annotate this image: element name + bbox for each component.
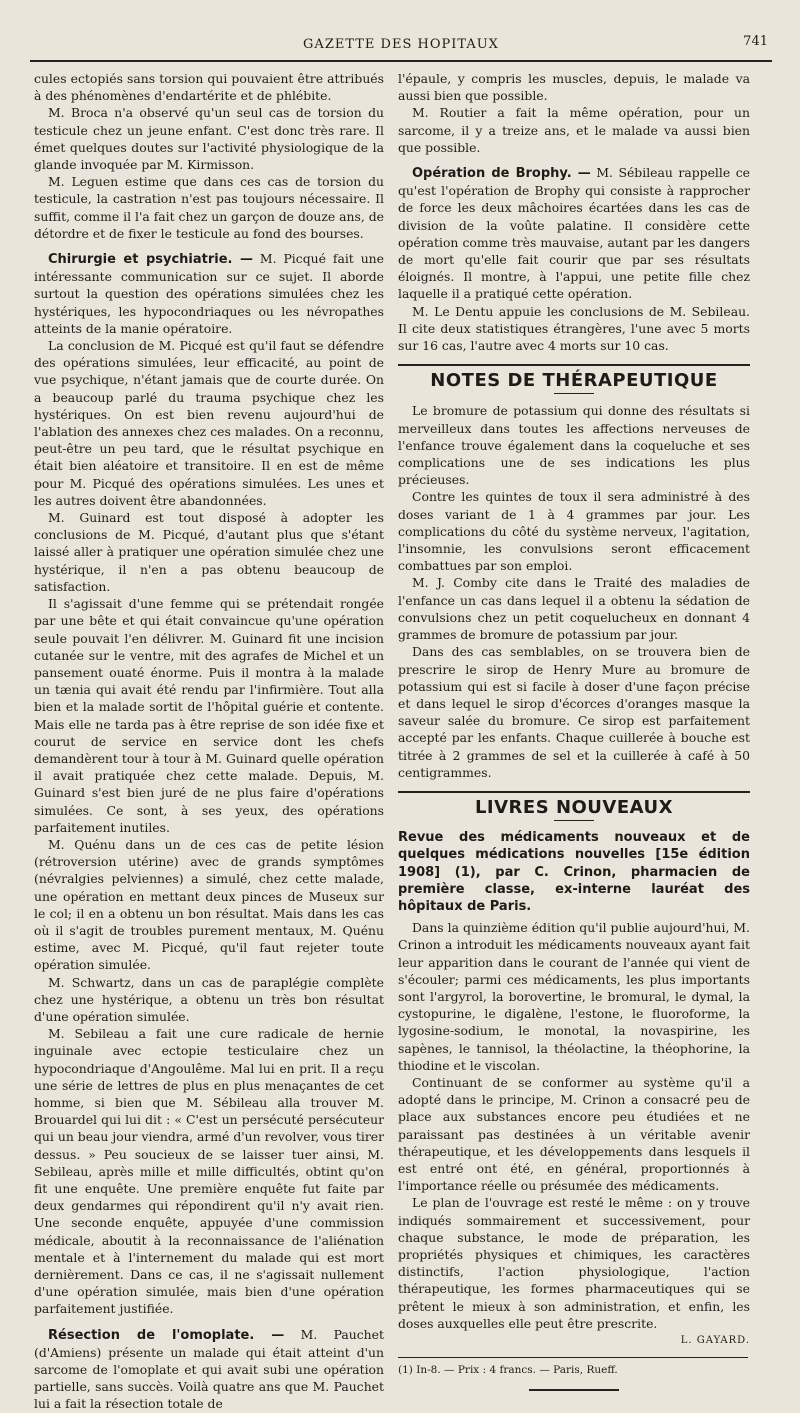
subsection-heading: Chirurgie et psychiatrie. — — [48, 252, 253, 268]
section-notes-therapeutique — [398, 364, 750, 394]
paragraph: l'épaule, y compris les muscles, depuis, le malade va aussi bien que possible. — [398, 71, 750, 104]
right-column — [398, 70, 750, 1377]
paragraph-text: M. Picqué fait une intéressante communication sur ce sujet. Il aborde surtout la question des opérations simulées chez les hystériques, les hypocondriaques ou les névropathes atteints de la manie opératoire. — [34, 251, 384, 336]
journal-title: GAZETTE DES HOPITAUX — [303, 36, 499, 52]
section-livres-nouveaux — [398, 791, 750, 821]
paragraph: La conclusion de M. Picqué est qu'il faut se défendre des opérations simulées, leur efficacité, au point de vue psychique, n'étant jamais que de courte durée. On a beaucoup parlé du trauma psychique chez les hystériques. On est bien revenu aujourd'hui de l'ablation des annexes chez ces malades. On a reconnu, peut-être un peu tard, que le résultat psychique en était bien aléatoire et transitoire. Il en est de même pour M. Picqué des opérations simulées. Les unes et les autres doivent être abandonnées. — [34, 338, 384, 508]
section-title: LIVRES NOUVEAUX — [474, 796, 674, 818]
paragraph: Le plan de l'ouvrage est resté le même : on y trouve indiqués sommairement et successivement, pour chaque substance, le mode de préparation, les propriétés physiques et chimiques, les caractères distinctifs, l'action physiologique, l'action thérapeutique, les formes pharmaceutiques qui se prêtent le mieux à son administration, et enfin, les doses auxquelles elle peut être prescrite. — [398, 1195, 750, 1331]
subsection-heading: Résection de l'omoplate. — — [48, 1327, 285, 1343]
footnote-rule — [398, 1357, 748, 1358]
paragraph: M. Le Dentu appuie les conclusions de M. Sebileau. Il cite deux statistiques étrangères, l'une avec 5 morts sur 16 cas, l'autre avec 4 morts sur 10 cas. — [398, 303, 750, 354]
running-header — [30, 30, 772, 58]
ornament — [529, 1387, 619, 1393]
paragraph-text: M. Sébileau rappelle ce qu'est l'opération de Brophy qui consiste à rapprocher de force les deux mâchoires écartées dans les cas de division de la voûte palatine. Il considère cette opération comme très mauvaise, autant par les dangers de mort qu'elle fait courir que par ses résultats éloignés. Il montre, à l'appui, une petite fille chez laquelle il a pratiqué cette opération. — [398, 165, 750, 302]
paragraph: Continuant de se conformer au système qu'il a adopté dans le principe, M. Crinon a consacré peu de place aux substances encore peu étudiées et ne paraissant pas destinées à un véritable avenir thérapeutique, et les développements dans lesquels il est entré ont été, en général, proportionnés à l'importance réelle ou présumée des médicaments. — [398, 1074, 750, 1194]
paragraph: M. Broca n'a observé qu'un seul cas de torsion du testicule chez un jeune enfant. C'est donc très rare. Il émet quelques doutes sur l'activité physiologique de la glande invoquée par M. Kirmisson. — [34, 105, 384, 173]
signature: L. GAYARD. — [680, 1335, 750, 1347]
paragraph-text: M. Pauchet (d'Amiens) présente un malade qui était atteint d'un sarcome de l'omoplate et qui avait subi une opération partielle, sans succès. Voilà quatre ans que M. Pauchet lui a fait la résection totale de — [34, 1326, 384, 1412]
footnote: (1) In-8. — Prix : 4 francs. — Paris, Rueff. — [398, 1364, 618, 1377]
paragraph: cules ectopiés sans torsion qui pouvaient être attribués à des phénomènes d'endartérite et de phlébite. — [34, 71, 384, 104]
left-column — [34, 70, 384, 1412]
paragraph: M. Guinard est tout disposé à adopter les conclusions de M. Picqué, d'autant plus que s'étant laissé aller à pratiquer une opération simulée chez une hystérique, il n'en a pas obtenu beaucoup de satisfaction. — [34, 510, 384, 594]
page-number: 741 — [743, 34, 768, 49]
paragraph: M. Schwartz, dans un cas de paraplégie complète chez une hystérique, a obtenu un très bon résultat d'une opération simulée. — [34, 974, 384, 1024]
paragraph: Le bromure de potassium qui donne des résultats si merveilleux dans toutes les affections nerveuses de l'enfance trouve également dans la coqueluche et ses complications une de ses indications les plus précieuses. — [398, 403, 750, 488]
paragraph: M. Routier a fait la même opération, pour un sarcome, il y a treize ans, et le malade va aussi bien que possible. — [398, 105, 750, 155]
paragraph: M. Quénu dans un de ces cas de petite lésion (rétroversion utérine) avec de grands symptômes (névralgies pelviennes) a simulé, chez cette malade, une opération en mettant deux pinces de Museux sur le col; il en a obtenu un bon résultat. Mais dans les cas où il s'agit de troubles purement mentaux, M. Quénu estime, avec M. Picqué, qu'il faut rejeter toute opération simulée. — [34, 836, 384, 973]
section-title: NOTES DE THÉRAPEUTIQUE — [430, 370, 718, 392]
section-dash — [554, 820, 594, 821]
paragraph — [34, 1326, 384, 1413]
section-dash — [554, 393, 594, 394]
paragraph: Dans la quinzième édition qu'il publie aujourd'hui, M. Crinon a introduit les médicaments nouveaux ayant fait leur apparition dans le courant de l'année qui vient de s'écouler; parmi ces médicaments, les plus importants sont l'argyrol, la borovertine, le bromural, le dymal, la cystopurine, le digalène, l'estone, le fluoroforme, la lygosine-sodium, le monotal, la novaspirine, les sapènes, le tannisol, la théolactine, la théophorine, la thiodine et le viscolan. — [398, 920, 750, 1073]
paragraph — [398, 164, 750, 303]
paragraph: M. J. Comby cite dans le Traité des maladies de l'enfance un cas dans lequel il a obtenu la sédation de convulsions chez un petit coquelucheux en donnant 4 grammes de bromure de potassium par jour. — [398, 575, 750, 643]
paragraph: Il s'agissait d'une femme qui se prétendait rongée par une bête et qui était convaincue qu'une opération seule pouvait l'en délivrer. M. Guinard fit une incision cutanée sur le ventre, mit des agrafes de Michel et un pansement ouaté énorme. Puis il montra à la malade un tænia qui avait été rendu par l'infirmière. Tout alla bien et la malade sortit de l'hôpital guérie et contente. Mais elle ne tarda pas à être reprise de son idée fixe et courut de service en service dont les chefs demandèrent tour à tour à M. Guinard quelle opération il avait pratiquée chez cette malade. Depuis, M. Guinard s'est bien juré de ne plus faire d'opérations simulées. Ce sont, à ses yeux, des opérations parfaitement inutiles. — [34, 596, 384, 835]
book-title: Revue des médicaments nouveaux et de quelques médications nouvelles [15e édition 1908] (1), par C. Crinon, pharmacien de première classe, ex-interne lauréat des hôpitaux de Paris. — [398, 830, 750, 914]
paragraph: Contre les quintes de toux il sera administré à des doses variant de 1 à 4 grammes par jour. Les complications du côté du système nerveux, l'agitation, l'insomnie, les convulsions seront efficacement combattues par son emploi. — [398, 489, 750, 574]
subsection-heading: Opération de Brophy. — — [412, 166, 591, 182]
paragraph: M. Sebileau a fait une cure radicale de hernie inguinale avec ectopie testiculaire chez un hypocondriaque d'Angoulême. Mal lui en prit. Il a reçu une série de lettres de plus en plus menaçantes de cet homme, si bien que M. Sébileau alla trouver M. Brouardel qui lui dit : « C'est un persécuté persécuteur qui un beau jour viendra, armé d'un revolver, vous tirer dessus. » Peu soucieux de se laisser tuer ainsi, M. Sebileau, après mille et mille difficultés, obtint qu'on fit une enquête. Une première enquête fut faite par deux gendarmes qui répondirent qu'il n'y avait rien. Une seconde enquête, appuyée d'une commission médicale, aboutit à la reconnaissance de l'aliénation mentale et à l'internement du malade qui est mort dernièrement. Dans ce cas, il ne s'agissait nullement d'une opération simulée, mais bien d'une opération parfaitement justifiée. — [34, 1026, 384, 1317]
paragraph: M. Leguen estime que dans ces cas de torsion du testicule, la castration n'est pas toujours nécessaire. Il suffit, comme il l'a fait chez un garçon de douze ans, de détordre et de fixer le testicule au fond des bourses. — [34, 174, 384, 241]
paragraph — [34, 250, 384, 337]
header-rule — [30, 60, 772, 62]
paragraph: Dans des cas semblables, on se trouvera bien de prescrire le sirop de Henry Mure au bromure de potassium qui est si facile à doser d'une façon précise et dans lequel le sirop d'écorces d'oranges masque la saveur salée du bromure. Ce sirop est parfaitement accepté par les enfants. Chaque cuillerée à bouche est titrée à 2 grammes de sel et la cuillerée à café à 50 centigrammes. — [398, 644, 750, 780]
